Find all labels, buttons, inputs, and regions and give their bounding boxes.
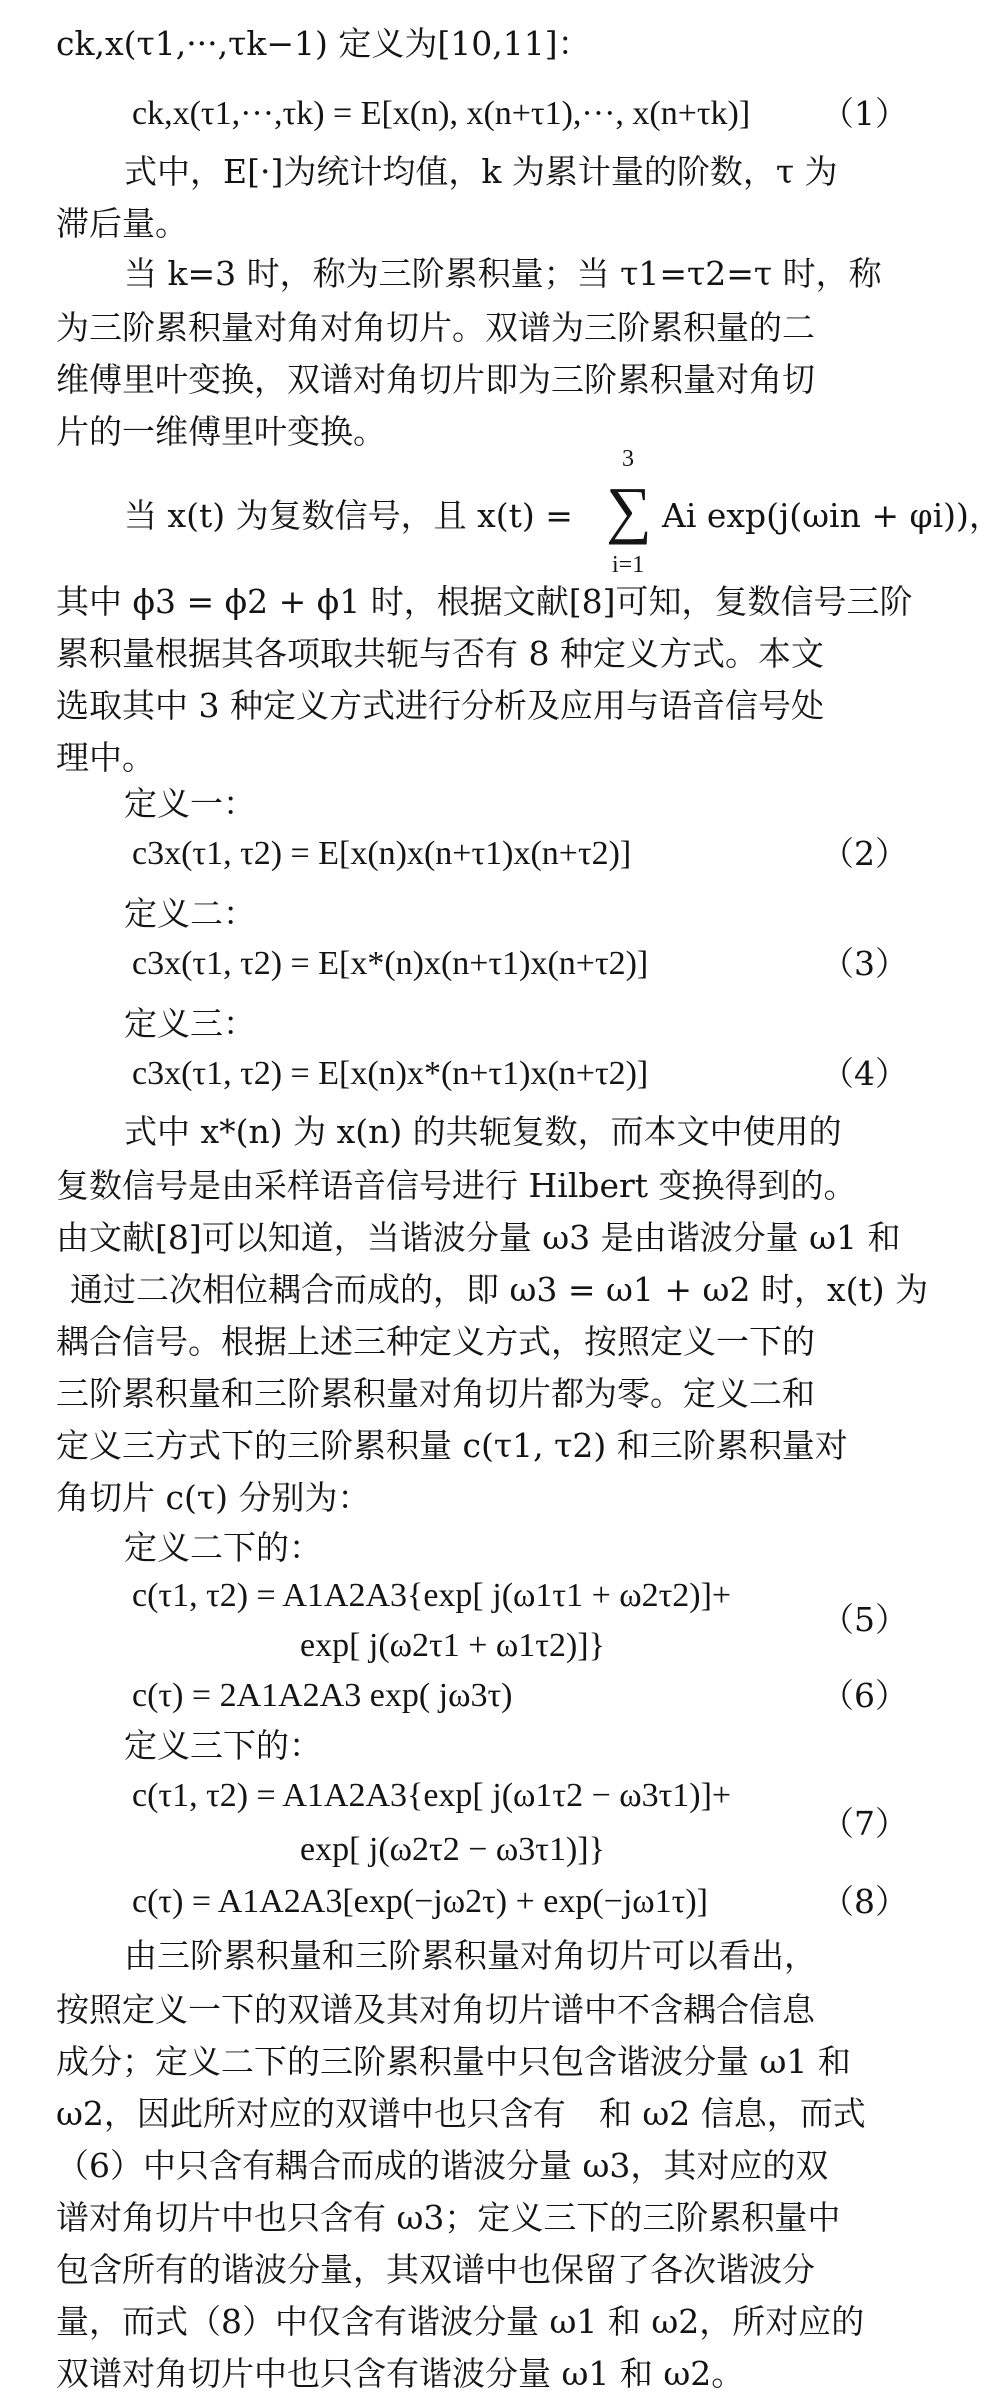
text-line: 维傅里叶变换，双谱对角切片即为三阶累积量对角切 [56, 360, 815, 399]
equation-number: （6） [821, 1676, 908, 1715]
equation-line: c(τ1, τ2) = A1A2A3{exp[ j(ω1τ2 − ω3τ1)]+ [132, 1777, 732, 1814]
equation-number: （7） [821, 1804, 908, 1843]
text-line: 通过二次相位耦合而成的，即 ω3 = ω1 + ω2 时，x(t) 为 [70, 1270, 929, 1309]
text-line: 角切片 c(τ) 分别为： [56, 1478, 371, 1517]
equation-number: （5） [821, 1600, 908, 1639]
text-line: 定义二： [124, 894, 256, 933]
equation-line: c3x(τ1, τ2) = E[x*(n)x(n+τ1)x(n+τ2)] [132, 945, 649, 982]
equation-number: （3） [821, 944, 908, 983]
text-line: 滞后量。 [56, 204, 188, 243]
equation-line: c(τ1, τ2) = A1A2A3{exp[ j(ω1τ1 + ω2τ2)]+ [132, 1577, 732, 1614]
text-line: 为三阶累积量对角对角切片。双谱为三阶累积量的二 [56, 308, 815, 347]
equation-line: c(τ) = A1A2A3[exp(−jω2τ) + exp(−jω1τ)] [132, 1883, 708, 1920]
sum-upper-limit: 3 [622, 446, 634, 472]
sum-sigma: ∑ [606, 474, 652, 545]
equation-line: c3x(τ1, τ2) = E[x(n)x*(n+τ1)x(n+τ2)] [132, 1055, 649, 1092]
text-line: 成分；定义二下的三阶累积量中只包含谐波分量 ω1 和 [56, 2042, 851, 2081]
text-line: 定义一： [124, 784, 256, 823]
text-line: 量，而式（8）中仅含有谐波分量 ω1 和 ω2，所对应的 [56, 2302, 865, 2341]
equation-line: c3x(τ1, τ2) = E[x(n)x(n+τ1)x(n+τ2)] [132, 835, 632, 872]
text-line: 定义二下的： [124, 1528, 322, 1567]
text-line: 定义三下的： [124, 1726, 322, 1765]
text-line: 定义三方式下的三阶累积量 c(τ1, τ2) 和三阶累积量对 [56, 1426, 848, 1465]
text-line: 理中。 [56, 738, 155, 777]
text-line: 定义三： [124, 1004, 256, 1043]
text-line: 其中 ϕ3 = ϕ2 + ϕ1 时，根据文献[8]可知，复数信号三阶 [56, 582, 913, 621]
text-line: 耦合信号。根据上述三种定义方式，按照定义一下的 [56, 1322, 815, 1361]
text-line: 片的一维傅里叶变换。 [56, 412, 386, 451]
text-line: 三阶累积量和三阶累积量对角切片都为零。定义二和 [56, 1374, 815, 1413]
equation-number: （8） [821, 1882, 908, 1921]
equation-line: c(τ) = 2A1A2A3 exp( jω3τ) [132, 1677, 513, 1714]
sum-lower-limit: i=1 [612, 552, 645, 578]
text-line: ck,x(τ1,···,τk−1) 定义为[10,11]： [56, 24, 591, 63]
sum-equation-line [56, 442, 1002, 592]
sum-equation-body: Ai exp(j(ωin + φi))， [662, 496, 1002, 535]
text-line: 复数信号是由采样语音信号进行 Hilbert 变换得到的。 [56, 1166, 857, 1205]
equation-number: （4） [821, 1054, 908, 1093]
text-line: 式中，E[·]为统计均值，k 为累计量的阶数，τ 为 [124, 152, 838, 191]
equation-line: ck,x(τ1,···,τk) = E[x(n), x(n+τ1),···, x(n+τk)] [132, 95, 751, 132]
text-line: 选取其中 3 种定义方式进行分析及应用与语音信号处 [56, 686, 824, 725]
text-line: 当 k=3 时，称为三阶累积量；当 τ1=τ2=τ 时，称 [124, 254, 882, 293]
text-line: 式中 x*(n) 为 x(n) 的共轭复数，而本文中使用的 [124, 1112, 842, 1151]
text-line: ω2，因此所对应的双谱中也只含有 和 ω2 信息，而式 [56, 2094, 866, 2133]
text-line: 谱对角切片中也只含有 ω3；定义三下的三阶累积量中 [56, 2198, 841, 2237]
text-line: 按照定义一下的双谱及其对角切片谱中不含耦合信息 [56, 1990, 815, 2029]
text-line: （6）中只含有耦合而成的谐波分量 ω3，其对应的双 [56, 2146, 829, 2185]
sum-equation-lead: 当 x(t) 为复数信号，且 x(t) = [124, 496, 573, 535]
text-line: 双谱对角切片中也只含有谐波分量 ω1 和 ω2。 [56, 2354, 745, 2393]
text-line: 累积量根据其各项取共轭与否有 8 种定义方式。本文 [56, 634, 824, 673]
text-line: 由文献[8]可以知道，当谐波分量 ω3 是由谐波分量 ω1 和 [56, 1218, 901, 1257]
equation-number: （1） [821, 94, 908, 133]
equation-number: （2） [821, 834, 908, 873]
text-line: 包含所有的谐波分量，其双谱中也保留了各次谐波分 [56, 2250, 815, 2289]
equation-line: exp[ j(ω2τ2 − ω3τ1)]} [300, 1831, 605, 1868]
equation-line: exp[ j(ω2τ1 + ω1τ2)]} [300, 1627, 605, 1664]
text-line: 由三阶累积量和三阶累积量对角切片可以看出， [124, 1936, 817, 1975]
